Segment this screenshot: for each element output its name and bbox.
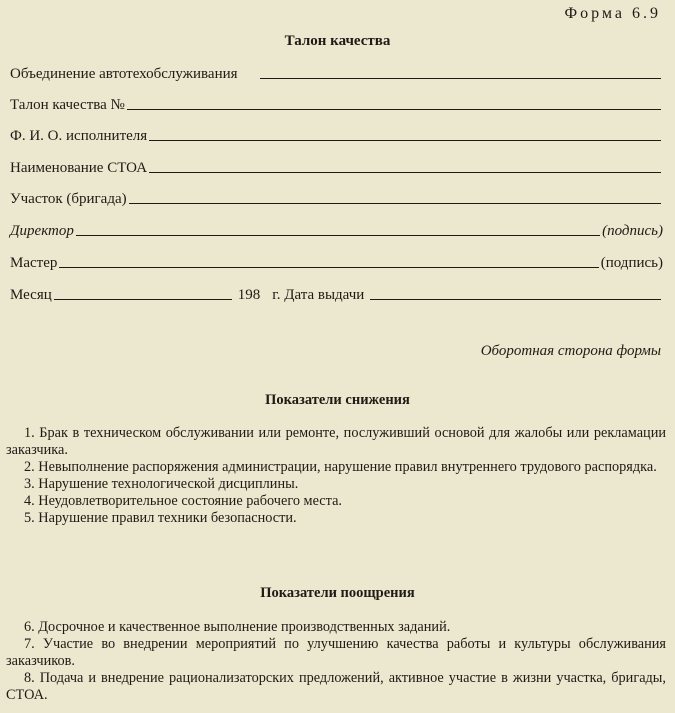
director-line[interactable] [76, 235, 600, 236]
coupon-number-row [10, 94, 663, 114]
director-signature: (подпись) [602, 223, 663, 239]
association-row [10, 63, 663, 83]
station-label: Наименование СТОА [10, 160, 148, 176]
list-item: 6. Досрочное и качественное выполнение производственных заданий. [24, 619, 451, 635]
reduction-title: Показатели снижения [265, 392, 410, 408]
station-row [10, 157, 663, 177]
incentive-title: Показатели поощрения [260, 585, 415, 601]
list-item: 1. Брак в техническом обслуживании или ремонте, послуживший основой для жалобы или рекламации заказчика. [6, 425, 666, 458]
list-item: 4. Неудовлетворительное состояние рабочего места. [24, 493, 342, 509]
month-row [10, 284, 663, 304]
master-row [10, 252, 663, 272]
list-item: 7. Участие во внедрении мероприятий по улучшению качества работы и культуры обслуживания заказчиков. [6, 636, 666, 669]
director-row [10, 220, 663, 240]
list-item: 8. Подача и внедрение рационализаторских предложений, активное участие в жизни участка, бригады, СТОА. [6, 670, 666, 703]
reverse-side-note: Оборотная сторона формы [480, 343, 661, 359]
issue-date-line[interactable] [370, 299, 661, 300]
form-title: Талон качества [284, 33, 391, 49]
executor-label: Ф. И. О. исполнителя [10, 128, 148, 144]
association-label: Объединение автотехобслуживания [10, 66, 238, 82]
master-label: Мастер [10, 255, 58, 271]
reduction-list [6, 425, 666, 527]
association-line[interactable] [260, 78, 661, 79]
executor-line[interactable] [149, 140, 661, 141]
form-number: Форма 6.9 [564, 5, 661, 22]
section-row [10, 188, 663, 208]
issue-date-label: г. Дата выдачи [272, 287, 365, 303]
month-line[interactable] [54, 299, 232, 300]
station-line[interactable] [149, 172, 661, 173]
master-line[interactable] [59, 267, 598, 268]
coupon-number-label: Талон качества № [10, 97, 125, 113]
director-label: Директор [10, 223, 74, 239]
list-item: 5. Нарушение правил техники безопасности. [24, 510, 297, 526]
section-line[interactable] [129, 203, 661, 204]
master-signature: (подпись) [600, 255, 663, 271]
executor-row [10, 125, 663, 145]
section-label: Участок (бригада) [10, 191, 127, 207]
coupon-number-line[interactable] [127, 109, 661, 110]
list-item: 3. Нарушение технологической дисциплины. [24, 476, 299, 492]
month-label: Месяц [10, 287, 52, 303]
year-prefix: 198 [237, 287, 261, 303]
list-item: 2. Невыполнение распоряжения администрации, нарушение правил внутреннего трудового распорядка. [24, 459, 657, 475]
incentive-list [6, 619, 666, 704]
